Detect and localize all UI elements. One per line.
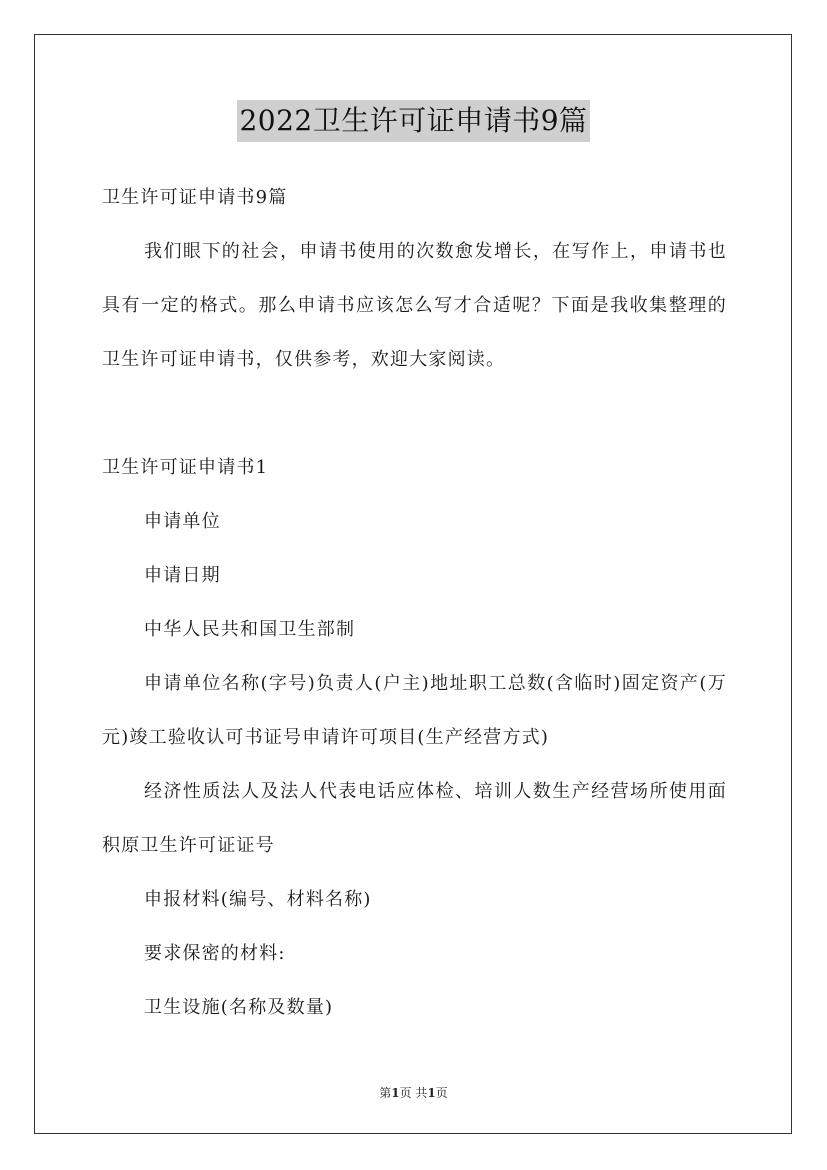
footer-page-mid: 页 共 <box>399 1086 428 1100</box>
paragraph-gap <box>102 387 727 441</box>
body-line: 申报材料(编号、材料名称) <box>144 889 372 910</box>
section-heading: 卫生许可证申请书1 <box>102 457 269 478</box>
page-footer <box>0 1084 827 1101</box>
body-line: 中华人民共和国卫生部制 <box>144 619 356 640</box>
body-line: 申请单位名称(字号)负责人(户主)地址职工总数(含临时)固定资产(万元)竣工验收认可书证号申请许可项目(生产经营方式) <box>102 673 727 748</box>
body-line: 要求保密的材料: <box>144 943 286 964</box>
intro-paragraph: 我们眼下的社会，申请书使用的次数愈发增长，在写作上，申请书也具有一定的格式。那么申请书应该怎么写才合适呢？下面是我收集整理的卫生许可证申请书，仅供参考，欢迎大家阅读。 <box>102 241 727 370</box>
document-title: 2022卫生许可证申请书9篇 <box>237 100 589 142</box>
body-line: 卫生设施(名称及数量) <box>144 997 334 1018</box>
body-line: 申请单位 <box>144 511 221 532</box>
document-subtitle: 卫生许可证申请书9篇 <box>102 187 288 208</box>
body-line: 申请日期 <box>144 565 221 586</box>
title-container <box>0 100 827 142</box>
footer-page-current: 1 <box>391 1086 400 1100</box>
footer-page-suffix: 页 <box>435 1086 448 1100</box>
footer-page-prefix: 第 <box>379 1086 392 1100</box>
body-line: 经济性质法人及法人代表电话应体检、培训人数生产经营场所使用面积原卫生许可证证号 <box>102 781 727 856</box>
document-body <box>102 171 727 1035</box>
footer-page-total: 1 <box>427 1086 436 1100</box>
